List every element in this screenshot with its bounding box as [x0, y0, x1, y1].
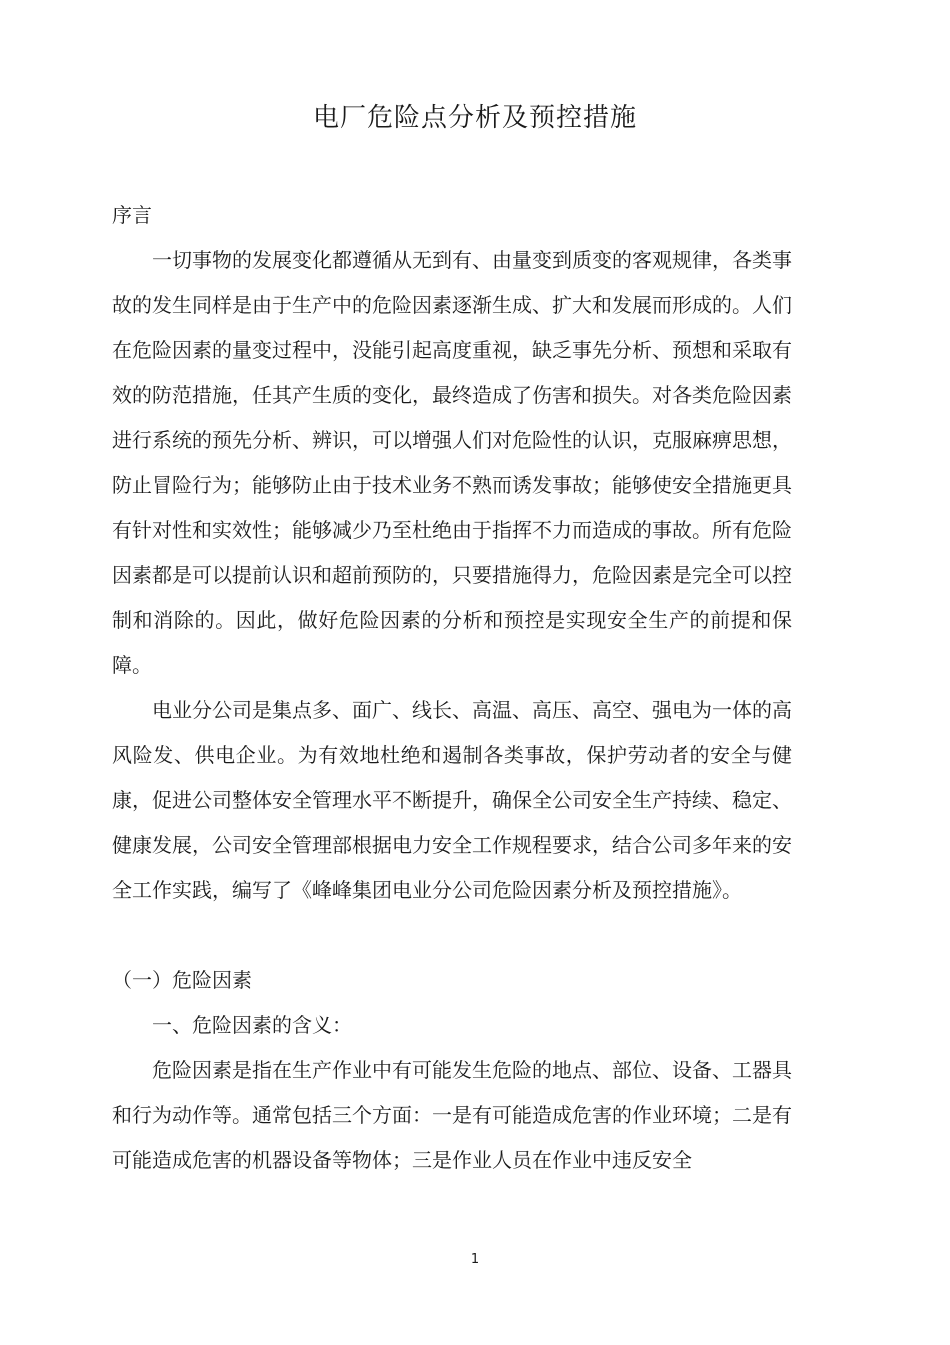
section-heading: （一）危险因素 [112, 968, 252, 992]
document-title: 电厂危险点分析及预控措施 [312, 103, 637, 133]
body-paragraph-1: 一切事物的发展变化都遵循从无到有、由量变到质变的客观规律，各类事故的发生同样是由于生产中的危险因素逐渐生成、扩大和发展而形成的。人们在危险因素的量变过程中，没能引起高度重视，缺乏事先分析、预想和采取有效的防范措施，任其产生质的变化，最终造成了伤害和损失。对各类危险因素进行系统的预先分析、辨识，可以增强人们对危险性的认识，克服麻痹思想，防止冒险行为；能够防止由于技术业务不熟而诱发事故；能够使安全措施更具有针对性和实效性；能够减少乃至杜绝由于指挥不力而造成的事故。所有危险因素都是可以提前认识和超前预防的，只要措施得力，危险因素是完全可以控制和消除的。因此，做好危险因素的分析和预控是实现安全生产的前提和保障。 [112, 248, 792, 677]
document-body [112, 193, 792, 1183]
body-paragraph-2: 电业分公司是集点多、面广、线长、高温、高压、高空、强电为一体的高风险发、供电企业。为有效地杜绝和遏制各类事故，保护劳动者的安全与健康，促进公司整体安全管理水平不断提升，确保全公司安全生产持续、稳定、健康发展，公司安全管理部根据电力安全工作规程要求，结合公司多年来的安全工作实践，编写了《峰峰集团电业分公司危险因素分析及预控措施》。 [112, 698, 792, 902]
subsection-heading: 一、危险因素的含义： [152, 1013, 352, 1037]
definition-paragraph: 危险因素是指在生产作业中有可能发生危险的地点、部位、设备、工器具和行为动作等。通常包括三个方面：一是有可能造成危害的作业环境；二是有可能造成危害的机器设备等物体；三是作业人员在作业中违反安全 [112, 1058, 792, 1172]
preface-label: 序言 [112, 203, 152, 227]
page-number: 1 [470, 1252, 480, 1267]
